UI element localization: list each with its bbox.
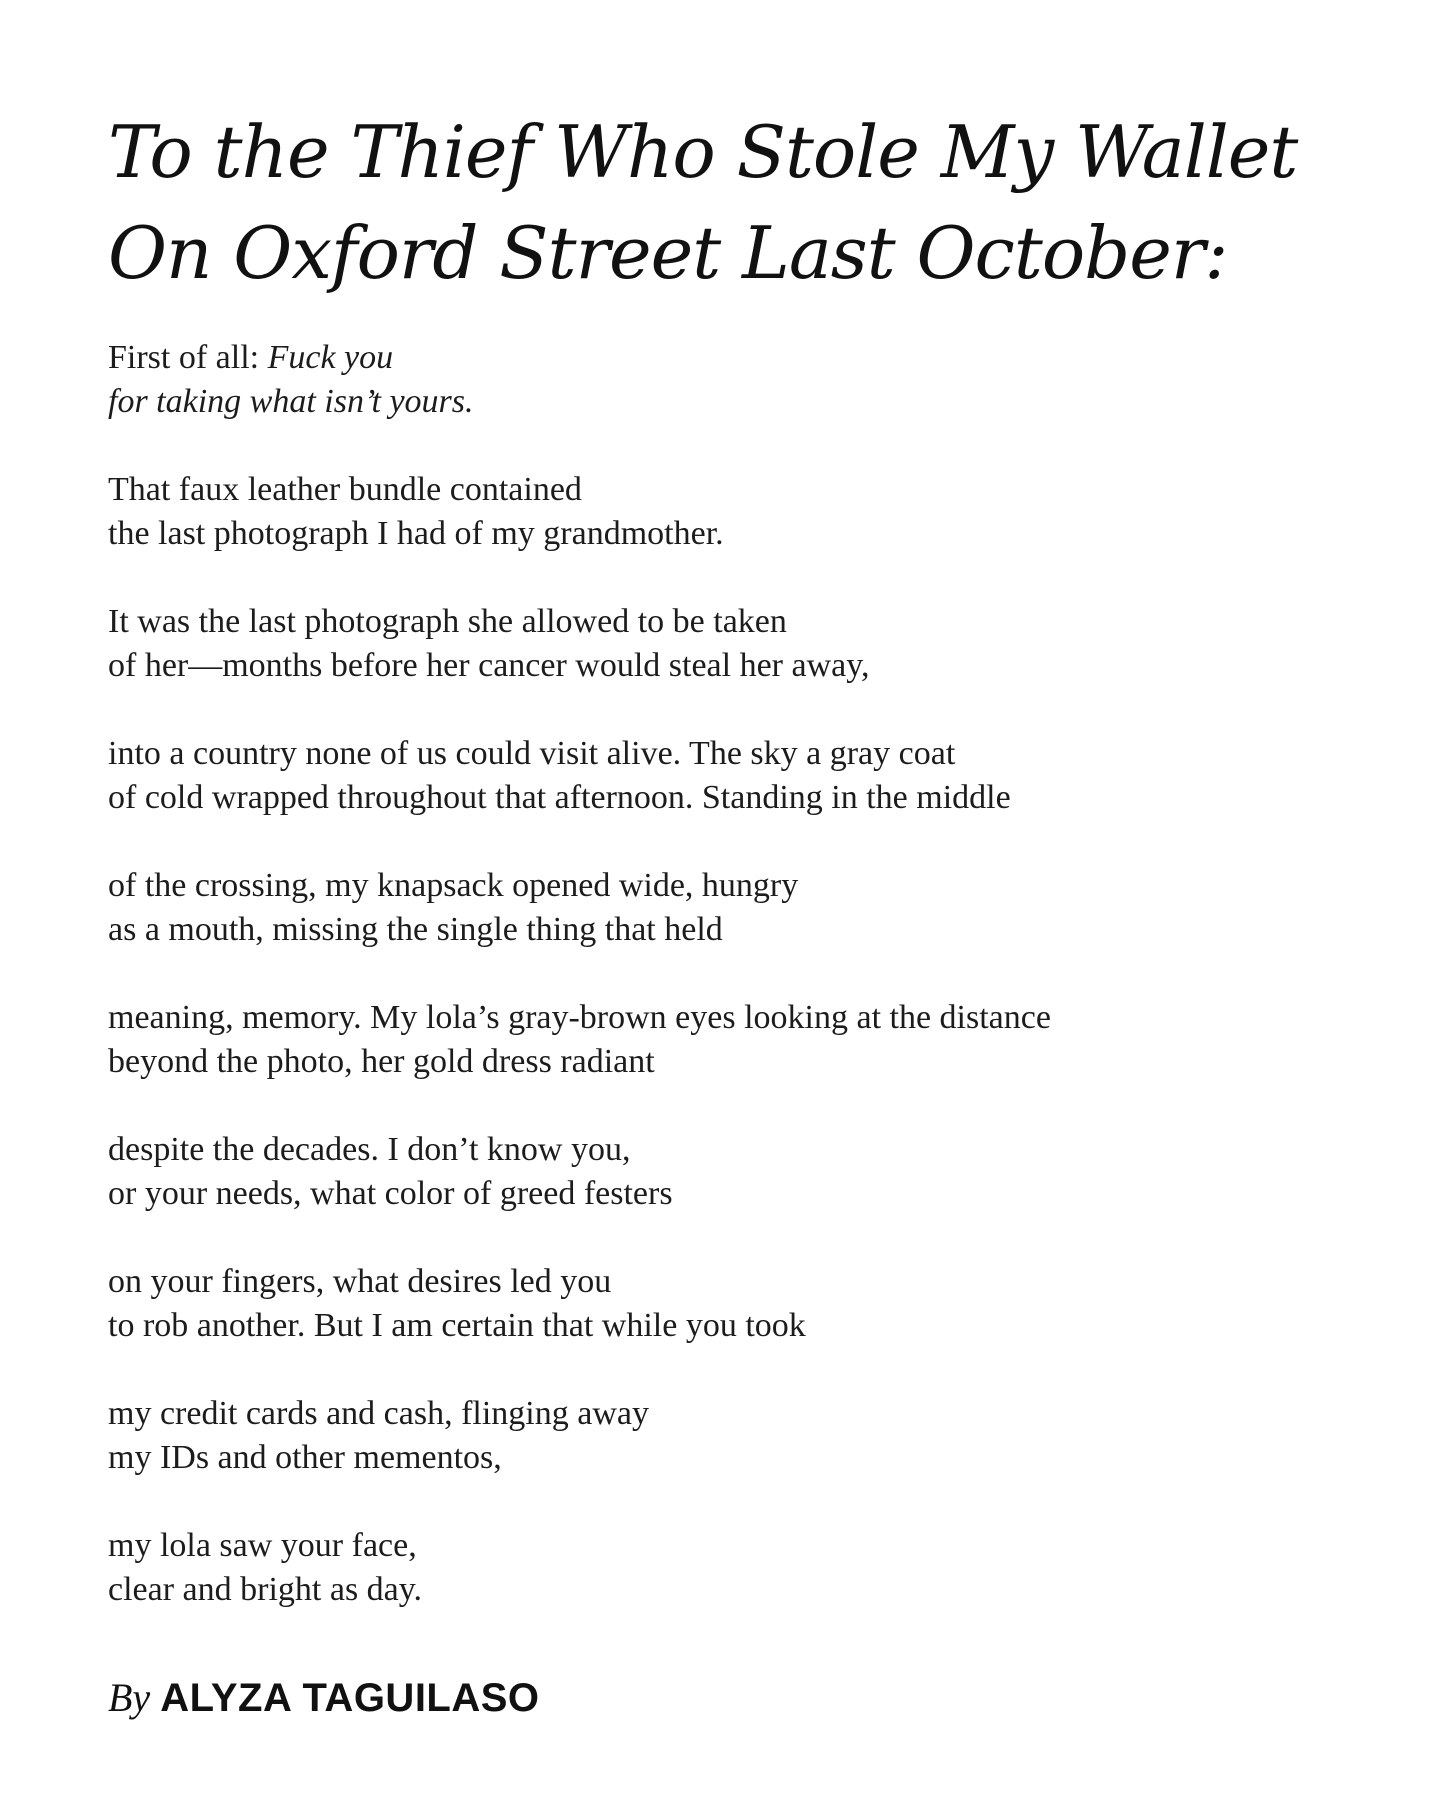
stanza-9-line-2: my IDs and other mementos, — [108, 1439, 502, 1476]
stanza-2-line-2: the last photograph I had of my grandmother. — [108, 515, 724, 552]
stanza-8 — [108, 1260, 1051, 1348]
stanza-3-line-2: of her—months before her cancer would steal her away, — [108, 647, 870, 684]
stanza-7-line-1: despite the decades. I don’t know you, — [108, 1131, 631, 1168]
stanza-10-line-2: clear and bright as day. — [108, 1571, 423, 1608]
stanza-10-line-1: my lola saw your face, — [108, 1527, 417, 1564]
stanza-1-line-1-italic: Fuck you — [267, 339, 394, 376]
stanza-3-line-1: It was the last photograph she allowed to be taken — [108, 603, 787, 640]
poem-title — [108, 102, 1297, 304]
stanza-4-line-2: of cold wrapped throughout that afternoon. Standing in the middle — [108, 779, 1011, 816]
stanza-9-line-1: my credit cards and cash, flinging away — [108, 1395, 649, 1432]
stanza-1 — [108, 336, 1051, 424]
stanza-5-line-2: as a mouth, missing the single thing that held — [108, 911, 723, 948]
stanza-5 — [108, 864, 1051, 952]
stanza-7-line-2: or your needs, what color of greed festers — [108, 1175, 673, 1212]
byline — [108, 1672, 540, 1733]
stanza-8-line-1: on your fingers, what desires led you — [108, 1263, 612, 1300]
title-line-2: On Oxford Street Last October: — [108, 211, 1228, 295]
stanza-1-line-1-roman: First of all: — [108, 339, 268, 376]
stanza-4-line-1: into a country none of us could visit alive. The sky a gray coat — [108, 735, 956, 772]
stanza-9 — [108, 1392, 1051, 1480]
stanza-2-line-1: That faux leather bundle contained — [108, 471, 582, 508]
stanza-10 — [108, 1524, 1051, 1612]
stanza-2 — [108, 468, 1051, 556]
stanza-6-line-2: beyond the photo, her gold dress radiant — [108, 1043, 655, 1080]
stanza-3 — [108, 600, 1051, 688]
stanza-5-line-1: of the crossing, my knapsack opened wide, hungry — [108, 867, 799, 904]
stanza-1-line-1 — [108, 336, 1051, 380]
author-name: ALYZA TAGUILASO — [160, 1676, 540, 1720]
stanza-7 — [108, 1128, 1051, 1216]
stanza-6 — [108, 996, 1051, 1084]
title-line-1: To the Thief Who Stole My Wallet — [108, 110, 1298, 194]
stanza-6-line-1: meaning, memory. My lola’s gray-brown eyes looking at the distance — [108, 999, 1051, 1036]
stanza-8-line-2: to rob another. But I am certain that while you took — [108, 1307, 806, 1344]
poem-body — [108, 336, 1051, 1656]
stanza-4 — [108, 732, 1051, 820]
stanza-1-line-2: for taking what isn’t yours. — [108, 383, 474, 420]
byline-by: By — [108, 1675, 151, 1720]
